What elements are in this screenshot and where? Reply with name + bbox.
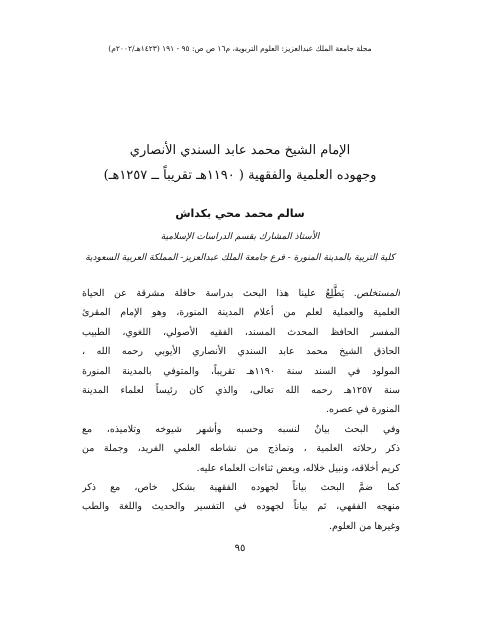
- abstract-line: وغيرها من العلوم.: [329, 520, 400, 532]
- abstract-line: [82, 284, 400, 303]
- abstract-line: ذكر رحلاته العلمية ، ونماذج من نشاطه العلمي الفريد، وجملة من: [82, 443, 400, 455]
- abstract-line: وفي البحث بيانٌ لنسبه وحسبه وأشهر شيوخه وتلاميذه، مع: [82, 423, 400, 435]
- abstract-lead: المستخلص.: [353, 288, 400, 299]
- abstract-line: العلمية والعملية لعلم من أعلام المدينة المنورة، وهو الإمام المقرئ: [82, 307, 400, 319]
- abstract-line: الحاذق الشيخ محمد عابد السندي الأنصاري الأيوبي رحمه الله ،: [82, 346, 400, 358]
- abstract-line-text: يَطَّلِعُ علينا هذا البحث بدراسة حافلة مشرقة عن الحياة: [82, 288, 354, 299]
- abstract: [82, 284, 400, 536]
- abstract-line: المنورة في عصره.: [325, 404, 400, 416]
- paper-title-line-1: الإمام الشيخ محمد عابد السندي الأنصاري: [129, 143, 351, 158]
- abstract-line: سنة ١٢٥٧هـ رحمه الله تعالى، والذي كان رئيساً لعلماء المدينة: [82, 384, 400, 396]
- page-number: ٩٥: [234, 543, 246, 554]
- paper-title-line-2: وجهوده العلمية والفقهية ( ١١٩٠هـ تقريباً ــ ١٢٥٧هـ): [103, 168, 377, 183]
- journal-header: مجلة جامعة الملك عبدالعزيز: العلوم التربوية، م١٦ ص ص: ٩٥ - ١٩١ (١٤٢٣هـ/٢٠٠٢م): [108, 44, 372, 53]
- author-name: سالم محمد محي بكداش: [175, 207, 305, 220]
- abstract-line: المفسر الحافظ المحدث المسند، الفقيه الأصولي، اللغوي، الطبيب: [82, 326, 400, 338]
- abstract-line: كما ضمَّ البحث بياناً لجهوده الفقهية بشكل خاص، مع ذكر: [82, 481, 400, 493]
- abstract-line: منهجه الفقهي، ثم بياناً لجهوده في التفسير والحديث واللغة والطب: [82, 501, 400, 513]
- author-affiliation-line-2: كلية التربية بالمدينة المنورة - فرع جامعة الملك عبدالعزيز- المملكة العربية السعودية: [85, 253, 395, 263]
- author-affiliation-line-1: الأستاذ المشارك بقسم الدراسات الإسلامية: [160, 232, 320, 242]
- abstract-line: كريم أخلاقه، ونبيل خلاله، وبعض ثناءات العلماء عليه.: [196, 462, 400, 474]
- abstract-line: المولود في السند سنة ١١٩٠هـ تقريباً، والمتوفي بالمدينة المنورة: [82, 365, 400, 377]
